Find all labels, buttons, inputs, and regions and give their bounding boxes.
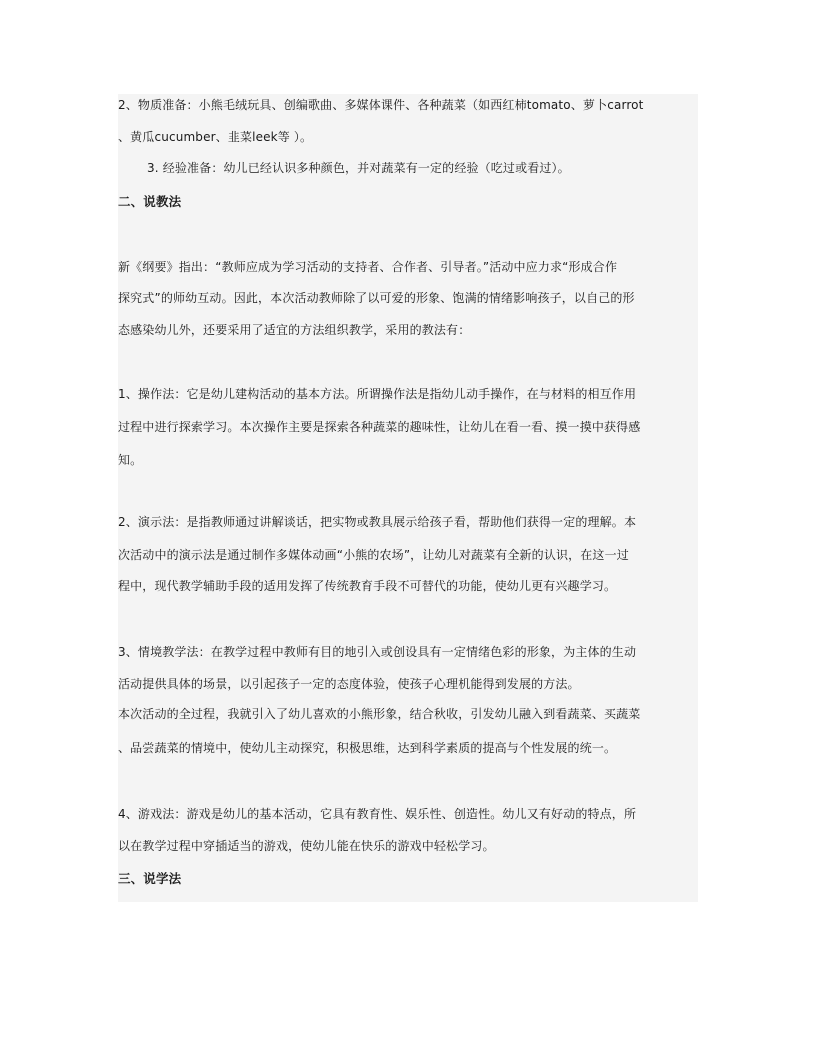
text-line: 知。 xyxy=(118,453,143,467)
text-line: 态感染幼儿外，还要采用了适宜的方法组织教学，采用的教法有： xyxy=(118,323,471,337)
text-line: 、黄瓜cucumber、韭菜leek等 ）。 xyxy=(118,130,313,144)
section-heading: 二、说教法 xyxy=(118,194,182,209)
text-line: 探究式”的师幼互动。因此，本次活动教师除了以可爱的形象、饱满的情绪影响孩子，以自己的形 xyxy=(118,291,635,305)
text-line: 、品尝蔬菜的情境中，使幼儿主动探究，积极思维，达到科学素质的提高与个性发展的统一。 xyxy=(118,741,617,755)
section-heading: 三、说学法 xyxy=(118,871,182,886)
text-line: 以在教学过程中穿插适当的游戏，使幼儿能在快乐的游戏中轻松学习。 xyxy=(118,839,495,853)
text-line: 新《纲要》指出：“教师应成为学习活动的支持者、合作者、引导者。”活动中应力求“形成合作 xyxy=(118,260,618,274)
text-line: 过程中进行探索学习。本次操作主要是探索各种蔬菜的趣味性，让幼儿在看一看、摸一摸中获得感 xyxy=(118,420,641,434)
text-line: 程中，现代教学辅助手段的适用发挥了传统教育手段不可替代的功能，使幼儿更有兴趣学习。 xyxy=(118,579,617,593)
document-body xyxy=(118,94,698,902)
text-line: 2、物质准备：小熊毛绒玩具、创编歌曲、多媒体课件、各种蔬菜（如西红柿tomato、萝卜carrot xyxy=(118,98,644,112)
text-line: 活动提供具体的场景，以引起孩子一定的态度体验，使孩子心理机能得到发展的方法。 xyxy=(118,677,580,691)
text-line: 3. 经验准备：幼儿已经认识多种颜色，并对蔬菜有一定的经验（吃过或看过）。 xyxy=(147,161,570,175)
text-line: 次活动中的演示法是通过制作多媒体动画“小熊的农场”，让幼儿对蔬菜有全新的认识，在这一过 xyxy=(118,548,629,562)
text-line: 3、情境教学法：在教学过程中教师有目的地引入或创设具有一定情绪色彩的形象，为主体的生动 xyxy=(118,645,637,659)
text-line: 本次活动的全过程，我就引入了幼儿喜欢的小熊形象，结合秋收，引发幼儿融入到看蔬菜、买蔬菜 xyxy=(118,707,641,721)
text-line: 1、操作法：它是幼儿建构活动的基本方法。所谓操作法是指幼儿动手操作，在与材料的相互作用 xyxy=(118,387,637,401)
text-line: 4、游戏法：游戏是幼儿的基本活动，它具有教育性、娱乐性、创造性。幼儿又有好动的特点，所 xyxy=(118,807,637,821)
text-line: 2、演示法：是指教师通过讲解谈话，把实物或教具展示给孩子看，帮助他们获得一定的理解。本 xyxy=(118,515,637,529)
